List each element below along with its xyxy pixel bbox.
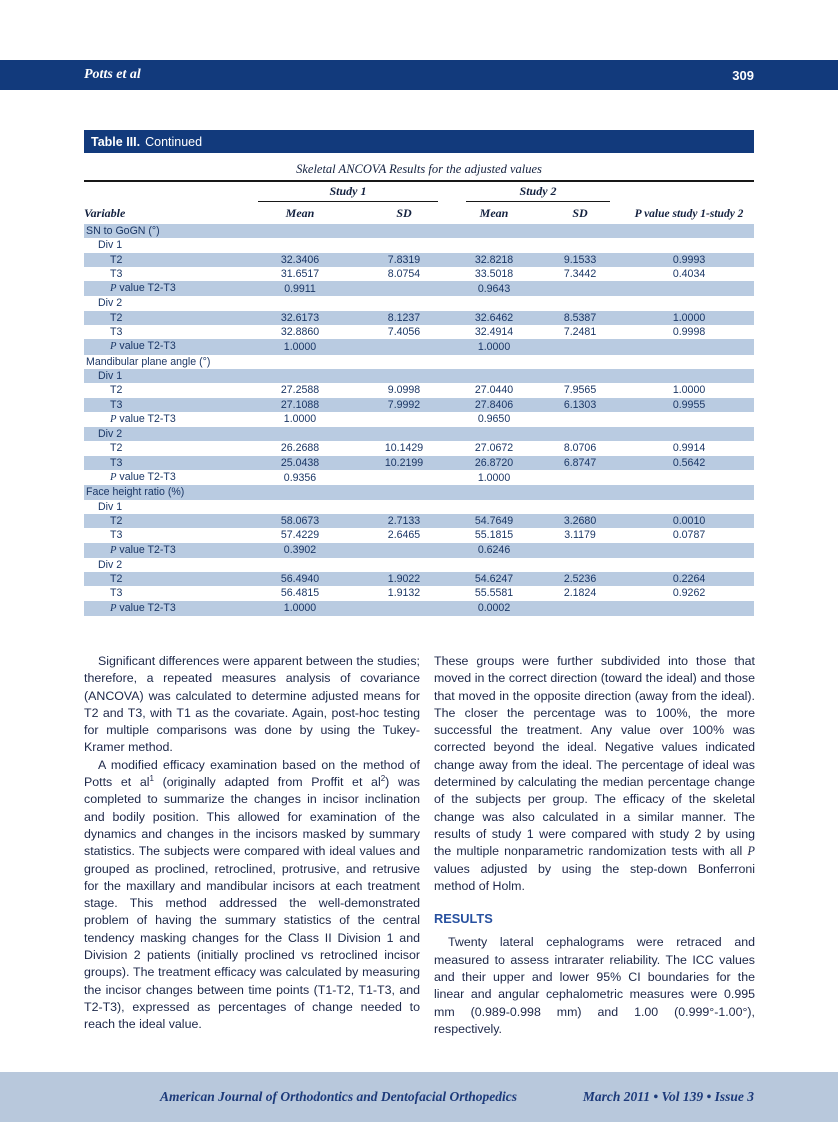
row-label: P value T2-T3 bbox=[110, 543, 176, 556]
footer-journal-name: American Journal of Orthodontics and Dentofacial Orthopedics bbox=[160, 1089, 518, 1104]
value-cell bbox=[244, 224, 356, 238]
col-header-sd1: SD bbox=[396, 206, 412, 220]
row-label: P value T2-T3 bbox=[110, 282, 176, 295]
body-column-right bbox=[434, 653, 755, 1038]
value-cell: 0.9998 bbox=[672, 326, 706, 339]
value-cell bbox=[624, 470, 754, 485]
value-cell bbox=[356, 238, 452, 252]
value-cell: 9.0998 bbox=[387, 384, 421, 397]
value-cell: 1.9132 bbox=[387, 587, 421, 600]
value-cell bbox=[536, 369, 624, 383]
value-cell: 8.0706 bbox=[563, 442, 597, 455]
value-cell: 0.6246 bbox=[477, 544, 511, 557]
spacer-cell bbox=[624, 181, 754, 203]
table-label-suffix: Continued bbox=[145, 134, 203, 149]
value-cell bbox=[624, 485, 754, 499]
value-cell bbox=[244, 296, 356, 310]
value-cell bbox=[356, 355, 452, 369]
table-row bbox=[84, 485, 754, 499]
table-label: Table III. bbox=[91, 134, 141, 149]
table-row bbox=[84, 514, 754, 528]
ancova-table bbox=[84, 180, 754, 616]
col-header-mean1: Mean bbox=[285, 206, 315, 220]
value-cell bbox=[536, 427, 624, 441]
value-cell: 57.4229 bbox=[280, 529, 320, 542]
value-cell: 1.0000 bbox=[283, 413, 317, 426]
value-cell bbox=[452, 369, 536, 383]
value-cell bbox=[624, 224, 754, 238]
value-cell: 27.2588 bbox=[280, 384, 320, 397]
value-cell bbox=[452, 355, 536, 369]
value-cell: 26.8720 bbox=[474, 456, 514, 469]
value-cell: 1.9022 bbox=[387, 573, 421, 586]
table-row bbox=[84, 456, 754, 470]
footer-bar bbox=[0, 1072, 838, 1122]
table-row bbox=[84, 500, 754, 514]
value-cell: 27.8406 bbox=[474, 398, 514, 411]
value-cell bbox=[244, 485, 356, 499]
value-cell bbox=[356, 485, 452, 499]
value-cell: 54.7649 bbox=[474, 514, 514, 527]
row-label: Div 1 bbox=[98, 239, 123, 252]
value-cell bbox=[356, 427, 452, 441]
table-group-header-row bbox=[84, 181, 754, 203]
value-cell bbox=[624, 355, 754, 369]
row-label: T3 bbox=[110, 456, 123, 469]
table-column-header-row bbox=[84, 203, 754, 224]
row-label: Div 2 bbox=[98, 558, 123, 571]
value-cell: 0.0002 bbox=[477, 602, 511, 615]
value-cell: 0.9955 bbox=[672, 398, 706, 411]
value-cell bbox=[356, 601, 452, 616]
row-label: T2 bbox=[110, 573, 123, 586]
value-cell: 7.9565 bbox=[563, 384, 597, 397]
value-cell bbox=[356, 296, 452, 310]
table-row bbox=[84, 339, 754, 354]
value-cell: 1.0000 bbox=[672, 384, 706, 397]
value-cell: 32.8860 bbox=[280, 326, 320, 339]
table-row bbox=[84, 224, 754, 238]
table-row bbox=[84, 311, 754, 325]
value-cell: 32.4914 bbox=[474, 326, 514, 339]
value-cell: 25.0438 bbox=[280, 456, 320, 469]
value-cell: 1.0000 bbox=[672, 311, 706, 324]
value-cell bbox=[624, 558, 754, 572]
row-label: Div 2 bbox=[98, 297, 123, 310]
value-cell bbox=[536, 558, 624, 572]
row-label: T3 bbox=[110, 587, 123, 600]
value-cell: 2.5236 bbox=[563, 573, 597, 586]
row-label: P value T2-T3 bbox=[110, 601, 176, 614]
value-cell: 0.9914 bbox=[672, 442, 706, 455]
value-cell bbox=[452, 238, 536, 252]
value-cell: 1.0000 bbox=[283, 602, 317, 615]
value-cell: 32.6462 bbox=[474, 311, 514, 324]
value-cell bbox=[536, 238, 624, 252]
table-row bbox=[84, 572, 754, 586]
row-label: P value T2-T3 bbox=[110, 340, 176, 353]
table-row bbox=[84, 383, 754, 397]
value-cell: 0.0010 bbox=[672, 514, 706, 527]
table-row bbox=[84, 355, 754, 369]
value-cell: 1.0000 bbox=[477, 471, 511, 484]
row-label: T2 bbox=[110, 514, 123, 527]
table-row bbox=[84, 267, 754, 281]
table-row bbox=[84, 558, 754, 572]
paragraph: A modified efficacy examination based on the method of Potts et $al^1$ (originally adapted from Proffit et $al^2$) was completed to summarize the changes in incisor inclination and bodily position. This allowed for examination of the dynamics and changes in the incisors masked by summary statistics. The subjects were compared with ideal values and grouped as proclined, retroclined, protrusive, and retrusive for the maxillary and mandibular incisors at each treatment stage. This method addressed the well-demonstrated problem of having the summary statistics of the central tendency masking changes for the Class II Division 1 and Division 2 patients (initially proclined vs retroclined incisor groups). The treatment efficacy was calculated by measuring the incisor changes between time points (T1-T2, T1-T3, and T2-T3), expressed as percentages of change needed to reach the ideal value. bbox=[84, 757, 420, 1032]
row-label: T2 bbox=[110, 311, 123, 324]
value-cell: 55.1815 bbox=[474, 529, 514, 542]
value-cell: 27.0672 bbox=[474, 442, 514, 455]
value-cell: 7.9992 bbox=[387, 398, 421, 411]
value-cell: 8.1237 bbox=[387, 311, 421, 324]
spacer-cell bbox=[84, 181, 244, 203]
value-cell: 2.7133 bbox=[387, 514, 421, 527]
value-cell: 1.0000 bbox=[477, 340, 511, 353]
value-cell: 27.0440 bbox=[474, 384, 514, 397]
value-cell bbox=[244, 427, 356, 441]
row-label: SN to GoGN (°) bbox=[86, 225, 160, 237]
table-row bbox=[84, 470, 754, 485]
article-body bbox=[84, 653, 755, 1038]
value-cell bbox=[624, 296, 754, 310]
value-cell bbox=[624, 427, 754, 441]
table-row bbox=[84, 296, 754, 310]
value-cell: 1.0000 bbox=[283, 340, 317, 353]
value-cell bbox=[536, 601, 624, 616]
value-cell: 32.6173 bbox=[280, 311, 320, 324]
table-row bbox=[84, 325, 754, 339]
value-cell: 10.2199 bbox=[384, 456, 424, 469]
value-cell bbox=[356, 543, 452, 558]
value-cell: 8.0754 bbox=[387, 267, 421, 280]
value-cell bbox=[624, 412, 754, 427]
value-cell: 55.5581 bbox=[474, 587, 514, 600]
value-cell: 7.8319 bbox=[387, 253, 421, 266]
row-label: P value T2-T3 bbox=[110, 412, 176, 425]
value-cell bbox=[536, 412, 624, 427]
value-cell bbox=[244, 369, 356, 383]
value-cell bbox=[624, 281, 754, 296]
page-number: 309 bbox=[732, 67, 754, 83]
value-cell bbox=[624, 601, 754, 616]
value-cell: 7.2481 bbox=[563, 326, 597, 339]
row-label: Div 1 bbox=[98, 369, 123, 382]
value-cell bbox=[452, 296, 536, 310]
value-cell: 9.1533 bbox=[563, 253, 597, 266]
paragraph: Twenty lateral cephalograms were retraced and measured to assess intrarater reliability. The ICC values and their upper and lower 95% CI boundaries for the linear and angular cephalometric measures were 0.995 mm (0.989-0.998 mm) and 1.00 (0.999°-1.00°), respectively. bbox=[434, 935, 755, 1036]
value-cell: 54.6247 bbox=[474, 573, 514, 586]
value-cell bbox=[536, 281, 624, 296]
body-column-left bbox=[84, 653, 420, 1038]
col-header-mean2: Mean bbox=[479, 206, 509, 220]
col-header-sd2: SD bbox=[572, 206, 588, 220]
value-cell: 27.1088 bbox=[280, 398, 320, 411]
table-title-bar bbox=[84, 130, 754, 153]
footer-issue-info: March 2011 • Vol 139 • Issue 3 bbox=[582, 1089, 754, 1104]
value-cell bbox=[356, 412, 452, 427]
row-label: Mandibular plane angle (°) bbox=[86, 355, 211, 368]
value-cell bbox=[244, 500, 356, 514]
value-cell: 7.3442 bbox=[563, 267, 597, 280]
row-label: Div 2 bbox=[98, 428, 123, 441]
row-label: T3 bbox=[110, 326, 123, 339]
value-cell: 0.9262 bbox=[672, 587, 706, 600]
table-row bbox=[84, 586, 754, 600]
row-label: Face height ratio (%) bbox=[86, 486, 185, 499]
value-cell bbox=[356, 224, 452, 238]
value-cell: 6.8747 bbox=[563, 456, 597, 469]
running-head-bar bbox=[0, 60, 838, 90]
value-cell: 32.8218 bbox=[474, 253, 514, 266]
row-label: T3 bbox=[110, 267, 123, 280]
value-cell: 0.4034 bbox=[672, 267, 706, 280]
value-cell: 58.0673 bbox=[280, 514, 320, 527]
table-row bbox=[84, 528, 754, 542]
value-cell: 3.1179 bbox=[564, 529, 596, 542]
value-cell bbox=[536, 500, 624, 514]
row-label: T2 bbox=[110, 442, 123, 455]
col-header-variable: Variable bbox=[84, 206, 126, 220]
value-cell bbox=[244, 558, 356, 572]
value-cell: 0.3902 bbox=[283, 544, 317, 557]
table-row bbox=[84, 398, 754, 412]
value-cell: 8.5387 bbox=[563, 311, 597, 324]
value-cell: 0.9911 bbox=[284, 282, 316, 295]
value-cell bbox=[244, 238, 356, 252]
table-row bbox=[84, 412, 754, 427]
study2-group-header: Study 2 bbox=[452, 181, 624, 203]
value-cell bbox=[452, 224, 536, 238]
table-row bbox=[84, 601, 754, 616]
value-cell bbox=[356, 281, 452, 296]
value-cell bbox=[452, 558, 536, 572]
value-cell bbox=[624, 543, 754, 558]
value-cell bbox=[624, 500, 754, 514]
value-cell: 0.5642 bbox=[672, 456, 706, 469]
row-label: T2 bbox=[110, 384, 123, 397]
study1-group-header: Study 1 bbox=[244, 181, 452, 203]
value-cell: 2.1824 bbox=[563, 587, 597, 600]
value-cell bbox=[356, 369, 452, 383]
results-heading: RESULTS bbox=[434, 911, 493, 927]
running-head-author: Potts et al bbox=[84, 67, 141, 82]
value-cell: 0.9650 bbox=[477, 413, 511, 426]
value-cell: 0.9356 bbox=[283, 471, 317, 484]
value-cell: 0.9643 bbox=[477, 282, 511, 295]
row-label: T3 bbox=[110, 398, 123, 411]
row-label: T3 bbox=[110, 529, 123, 542]
value-cell bbox=[536, 485, 624, 499]
value-cell bbox=[624, 369, 754, 383]
value-cell: 3.2680 bbox=[563, 514, 597, 527]
value-cell: 6.1303 bbox=[563, 398, 597, 411]
value-cell bbox=[624, 238, 754, 252]
paragraph: These groups were further subdivided into those that moved in the correct direction (toward the ideal) and those that moved in the opposite direction (away from the ideal). The closer the percentage was to 100%, the more successful the treatment. Any value over 100% was corrected beyond the ideal. Negative values indicated change away from the ideal. The percentage of ideal was determined by calculating the median percentage change of the subjects per group. The efficacy of the skeletal change was also calculated in a similar manner. The results of study 1 were compared with study 2 by using the multiple nonparametric randomization tests with all P values adjusted by using the step-down Bonferroni method of Holm. bbox=[434, 654, 755, 893]
value-cell bbox=[356, 339, 452, 354]
value-cell bbox=[452, 485, 536, 499]
value-cell bbox=[536, 470, 624, 485]
table-row bbox=[84, 543, 754, 558]
value-cell bbox=[536, 224, 624, 238]
value-cell bbox=[624, 339, 754, 354]
value-cell bbox=[356, 470, 452, 485]
value-cell bbox=[356, 558, 452, 572]
table-row bbox=[84, 281, 754, 296]
value-cell bbox=[452, 500, 536, 514]
value-cell: 32.3406 bbox=[280, 253, 320, 266]
paragraph: Significant differences were apparent between the studies; therefore, a repeated measures analysis of covariance (ANCOVA) was calculated to determine adjusted means for T2 and T3, with T1 as the covariate. Again, post-hoc testing for multiple comparisons was done by using the Tukey-Kramer method. bbox=[84, 654, 420, 755]
value-cell bbox=[452, 427, 536, 441]
row-label: T2 bbox=[110, 253, 123, 266]
table-caption: Skeletal ANCOVA Results for the adjusted values bbox=[296, 162, 542, 176]
value-cell: 2.6465 bbox=[387, 529, 421, 542]
value-cell: 33.5018 bbox=[474, 267, 514, 280]
value-cell: 7.4056 bbox=[387, 326, 421, 339]
value-cell bbox=[536, 543, 624, 558]
value-cell bbox=[536, 296, 624, 310]
value-cell bbox=[536, 339, 624, 354]
value-cell bbox=[244, 355, 356, 369]
value-cell: 56.4940 bbox=[280, 573, 320, 586]
table-row bbox=[84, 441, 754, 455]
value-cell: 26.2688 bbox=[280, 442, 320, 455]
value-cell: 31.6517 bbox=[280, 267, 320, 280]
row-label: Div 1 bbox=[98, 500, 123, 513]
value-cell bbox=[356, 500, 452, 514]
value-cell: 56.4815 bbox=[280, 587, 320, 600]
value-cell: 10.1429 bbox=[384, 442, 424, 455]
row-label: P value T2-T3 bbox=[110, 471, 176, 484]
col-header-pvalue: P value study 1-study 2 bbox=[634, 207, 744, 220]
table-row bbox=[84, 253, 754, 267]
table-row bbox=[84, 238, 754, 252]
value-cell: 0.0787 bbox=[672, 529, 706, 542]
table-row bbox=[84, 369, 754, 383]
value-cell: 0.2264 bbox=[672, 573, 706, 586]
table-row bbox=[84, 427, 754, 441]
value-cell bbox=[536, 355, 624, 369]
value-cell: 0.9993 bbox=[672, 253, 706, 266]
